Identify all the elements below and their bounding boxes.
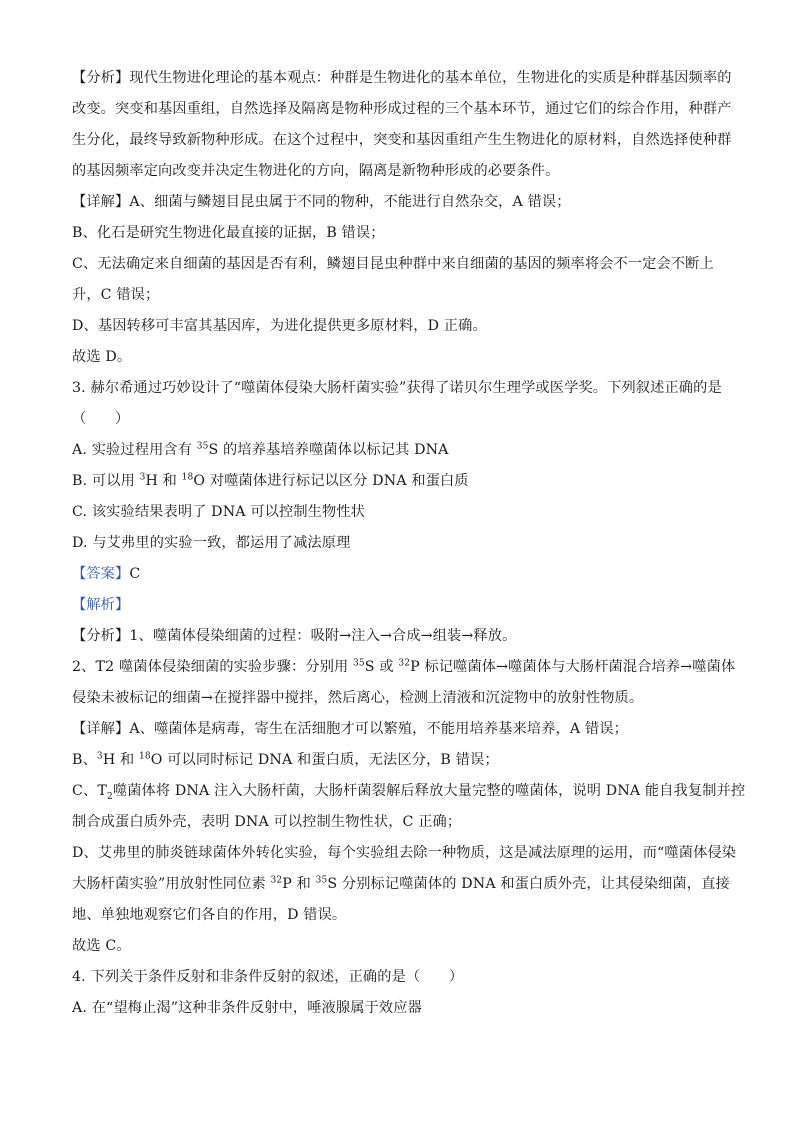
q3-detail-line-6: 大肠杆菌实验”用放射性同位素 $^{32}$P 和 $^{35}$S 分别标记噬菌体的 DNA 和蛋白质外壳，让其侵染细菌，直接 [72,875,730,892]
analysis-line-2: 改变。突变和基因重组，自然选择及隔离是物种形成过程的三个基本环节，通过它们的综合作用，种群产 [72,101,732,117]
analysis-line-1: 【分析】现代生物进化理论的基本观点：种群是生物进化的基本单位，生物进化的实质是种群基因频率的 [72,70,732,86]
question-3-stem: 3. 赫尔希通过巧妙设计了“噬菌体侵染大肠杆菌实验”获得了诺贝尔生理学或医学奖。下列叙述正确的是 [72,380,722,396]
explanation-tag-line [72,590,732,621]
analysis-line-4: 的基因频率定向改变并决定生物进化的方向，隔离是新物种形成的必要条件。 [72,163,560,179]
q3-detail-line-4: 制合成蛋白质外壳，表明 DNA 可以控制生物性状，C 正确； [72,814,462,830]
question-3-option-d: D. 与艾弗里的实验一致，都运用了减法原理 [72,535,351,551]
detail-line-5: D、基因转移可丰富其基因库，为进化提供更多原材料，D 正确。 [72,318,487,334]
answer-tag: 【答案】 [72,566,130,582]
detail-line-1: 【详解】A、细菌与鳞翅目昆虫属于不同的物种，不能进行自然杂交，A 错误； [72,194,571,210]
conclusion-line: 故选 D。 [72,349,132,365]
explanation-tag: 【解析】 [72,597,130,613]
q3-analysis-line-1: 【分析】1、噬菌体侵染细菌的过程：吸附→注入→合成→组装→释放。 [72,628,517,644]
q3-analysis-line-3: 侵染未被标记的细菌→在搅拌器中搅拌，然后离心，检测上清液和沉淀物中的放射性物质。 [72,690,644,706]
detail-line-2: B、化石是研究生物进化最直接的证据，B 错误； [72,225,385,241]
q3-detail-line-2: B、$^3$H 和 $^{18}$O 可以同时标记 DNA 和蛋白质，无法区分，B 错误； [72,751,499,768]
detail-line-3: C、无法确定来自细菌的基因是否有利，鳞翅目昆虫种群中来自细菌的基因的频率将会不一定会不断上 [72,256,714,272]
answer-value: C [129,566,141,582]
q3-detail-line-5: D、艾弗里的肺炎链球菌体外转化实验，每个实验组去除一种物质，这是减法原理的运用，而“噬菌体侵染 [72,845,737,861]
question-3-option-c: C. 该实验结果表明了 DNA 可以控制生物性状 [72,504,366,520]
answer-line [72,559,732,590]
q3-conclusion-line: 故选 C。 [72,938,131,954]
question-3-option-a: A. 实验过程用含有 $^{35}$S 的培养基培养噬菌体以标记其 DNA [72,441,449,458]
question-4-stem: 4. 下列关于条件反射和非条件反射的叙述，正确的是（ ） [72,969,464,985]
question-3-paren: （ ） [72,411,130,427]
q3-detail-line-3: C、$T_2$噬菌体将 DNA 注入大肠杆菌，大肠杆菌裂解后释放大量完整的噬菌体，说明 DNA 能自我复制并控 [72,783,746,802]
q3-detail-line-1: 【详解】A、噬菌体是病毒，寄生在活细胞才可以繁殖，不能用培养基来培养，A 错误； [72,721,628,737]
document-page [72,63,746,1024]
analysis-line-3: 生分化，最终导致新物种形成。在这个过程中，突变和基因重组产生生物进化的原材料，自然选择使种群 [72,132,732,148]
detail-line-4: 升，C 错误； [72,287,160,303]
q3-analysis-line-2: 2、T2 噬菌体侵染细菌的实验步骤：分别用 $^{35}$S 或 $^{32}$P 标记噬菌体→噬菌体与大肠杆菌混合培养→噬菌体 [72,658,736,675]
q3-detail-line-7: 地、单独地观察它们各自的作用，D 错误。 [72,907,347,923]
question-3-option-b: B. 可以用 $^3$H 和 $^{18}$O 对噬菌体进行标记以区分 DNA 和蛋白质 [72,472,469,489]
question-4-option-a: A. 在“望梅止渴”这种非条件反射中，唾液腺属于效应器 [72,1000,422,1016]
